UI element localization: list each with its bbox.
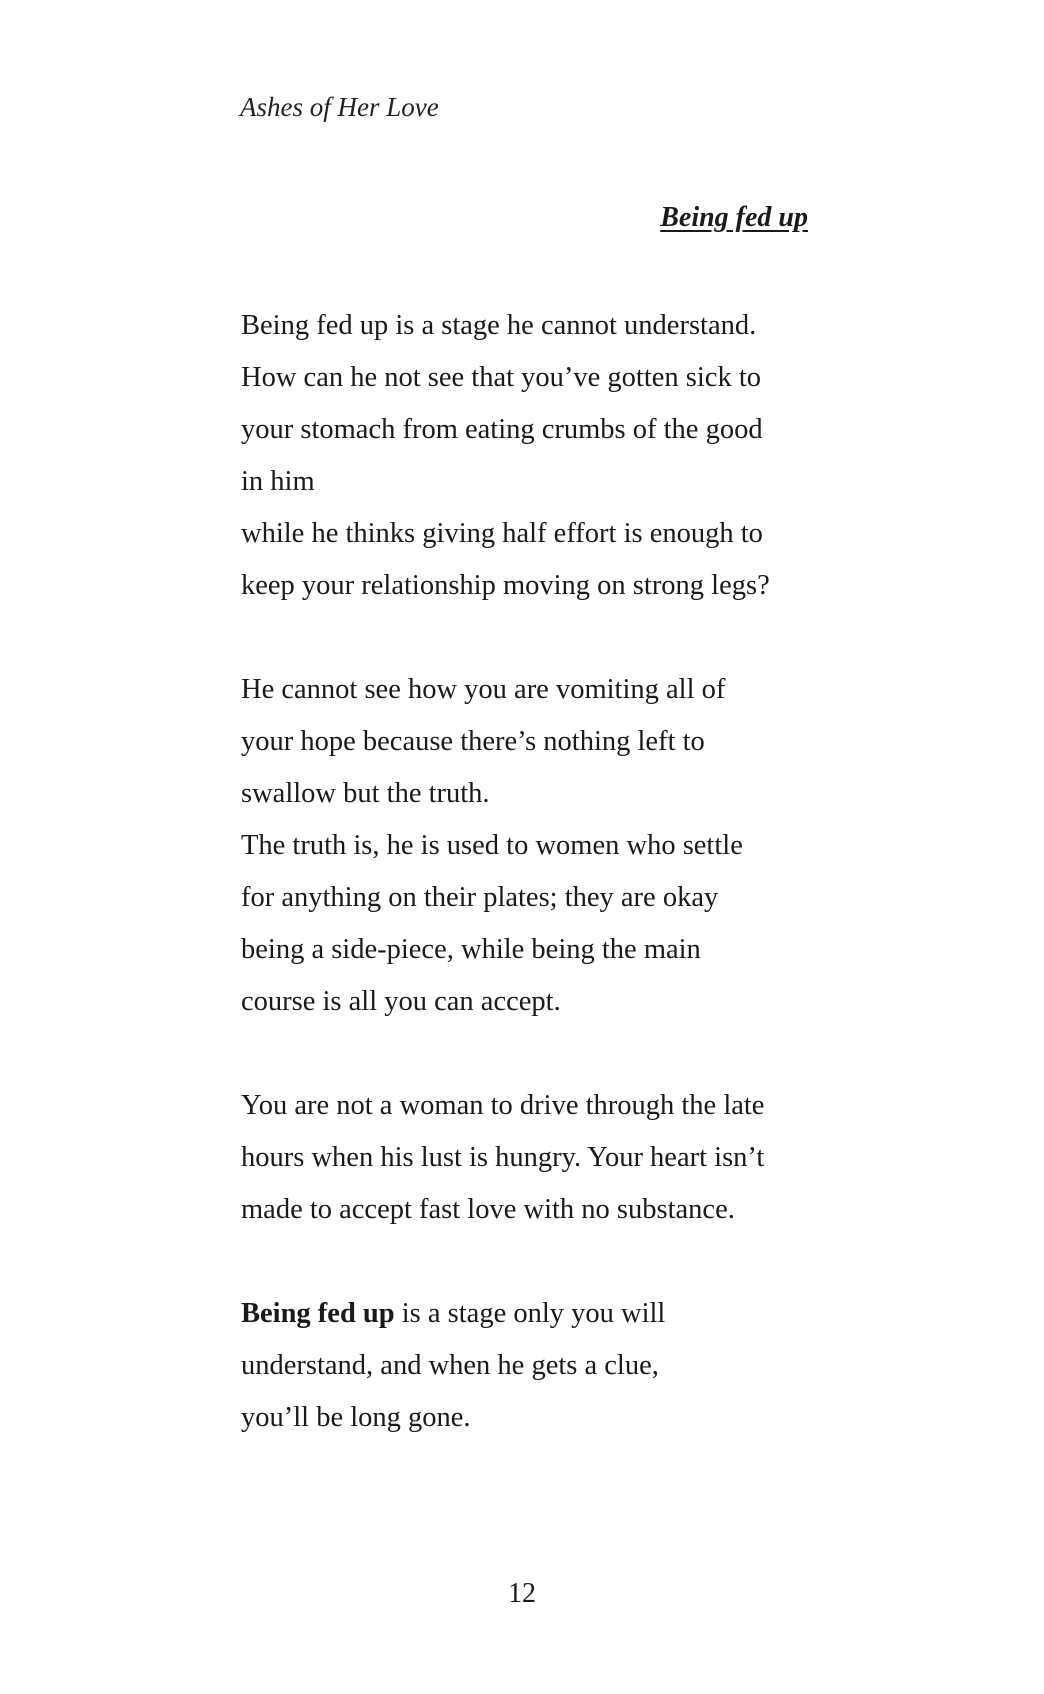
poem-title: Being fed up — [660, 202, 808, 233]
poem-line: course is all you can accept. — [241, 986, 561, 1017]
poem-line: in him — [241, 466, 315, 497]
poem-line: your stomach from eating crumbs of the good — [241, 414, 763, 445]
stanza-1 — [241, 300, 821, 612]
poem-line — [241, 1288, 821, 1340]
running-header-title: Ashes of Her Love — [240, 92, 439, 122]
stanza-break — [241, 1236, 821, 1288]
stanza-2 — [241, 664, 821, 1028]
poem-line: hours when his lust is hungry. Your heart isn’t — [241, 1142, 765, 1173]
poem-body — [241, 300, 821, 1444]
poem-line: understand, and when he gets a clue, — [241, 1350, 659, 1381]
poem-line: made to accept fast love with no substance. — [241, 1194, 735, 1225]
poem-line: your hope because there’s nothing left to — [241, 726, 705, 757]
poem-line: swallow but the truth. — [241, 778, 490, 809]
poem-line: for anything on their plates; they are okay — [241, 882, 719, 913]
page-number: 12 — [508, 1578, 536, 1609]
poem-line: while he thinks giving half effort is enough to — [241, 518, 763, 549]
stanza-break — [241, 612, 821, 664]
poem-line: you’ll be long gone. — [241, 1402, 471, 1433]
poem-line-rest: is a stage only you will — [394, 1298, 666, 1329]
stanza-4 — [241, 1288, 821, 1444]
poem-line: You are not a woman to drive through the late — [241, 1090, 765, 1121]
stanza-3 — [241, 1080, 821, 1236]
poem-emphasis: Being fed up — [241, 1298, 395, 1329]
poem-line: being a side-piece, while being the main — [241, 934, 701, 965]
stanza-break — [241, 1028, 821, 1080]
poem-line: Being fed up is a stage he cannot understand. — [241, 310, 757, 341]
poem-line: The truth is, he is used to women who settle — [241, 830, 743, 861]
poem-line: keep your relationship moving on strong legs? — [241, 570, 770, 601]
poem-line: How can he not see that you’ve gotten sick to — [241, 362, 761, 393]
poem-line: He cannot see how you are vomiting all of — [241, 674, 726, 705]
